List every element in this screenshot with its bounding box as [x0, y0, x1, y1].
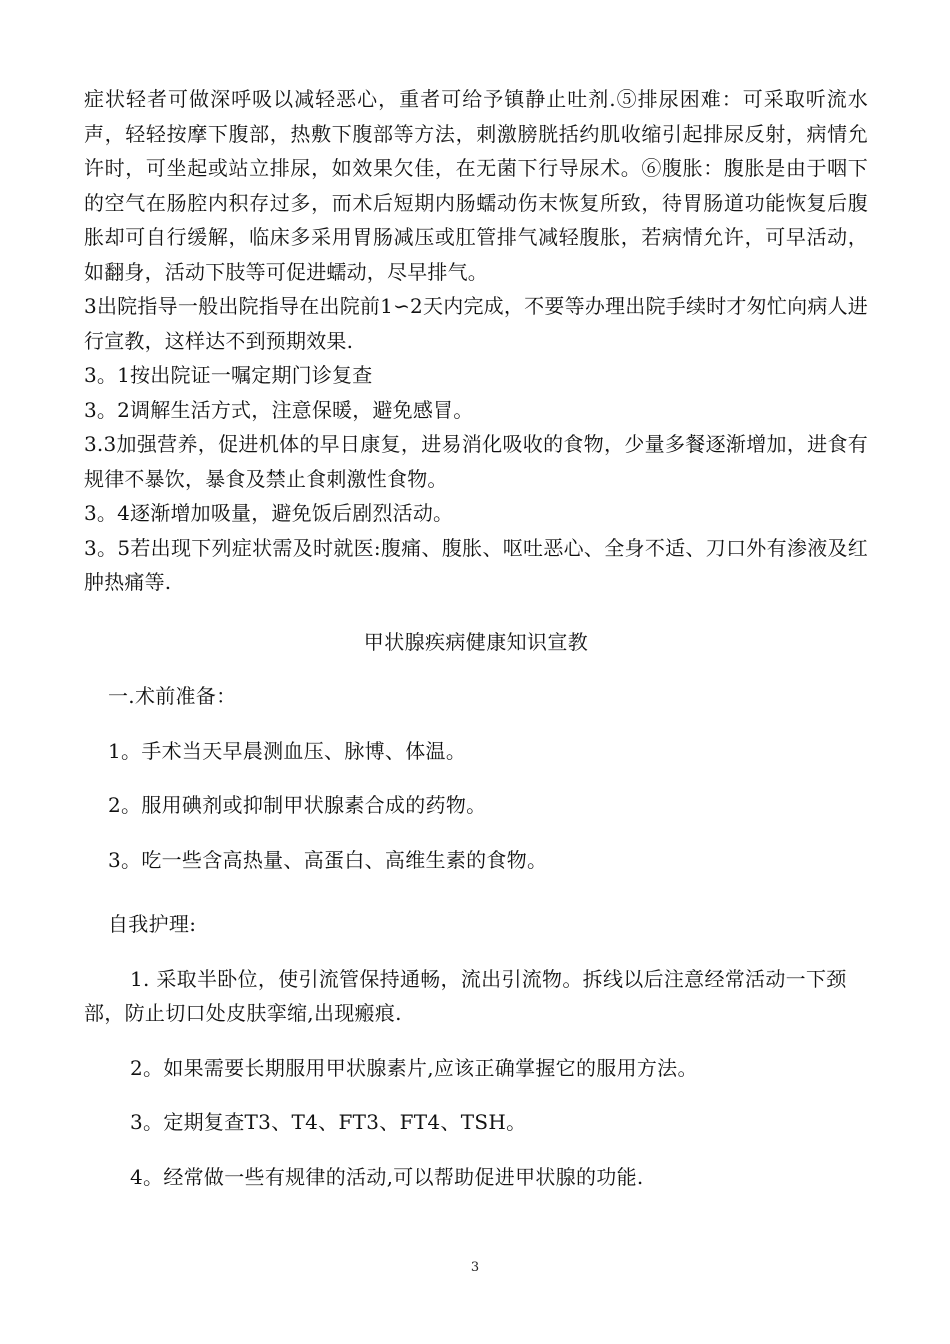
- selfcare-item-3: 3。定期复查T3、T4、FT3、FT4、TSH。: [130, 1110, 527, 1134]
- preop-item-1: 1。手术当天早晨测血压、脉博、体温。: [108, 738, 467, 763]
- continuation-paragraph: 症状轻者可做深呼吸以减轻恶心，重者可给予镇静止吐剂.⑤排尿困难：可采取听流水声，轻轻按摩下腹部，热敷下腹部等方法，刺激膀胱括约肌收缩引起排尿反射，病情允许时，可坐起或站立排尿，如效果欠佳，在无菌下行导尿术。⑥腹胀：腹胀是由于咽下的空气在肠腔内积存过多，而术后短期内肠蠕动伤末恢复所致，待胃肠道功能恢复后腹胀却可自行缓解，临床多采用胃肠减压或肛管排气减轻腹胀，若病情允许，可早活动，如翻身，活动下肢等可促进蠕动，尽早排气。: [84, 87, 868, 284]
- preop-item-3: 3。吃一些含高热量、高蛋白、高维生素的食物。: [108, 847, 548, 872]
- selfcare-item-1: 1. 采取半卧位，使引流管保持通畅，流出引流物。拆线以后注意经常活动一下颈部，防止切口处皮肤挛缩,出现瘢痕.: [84, 966, 847, 1025]
- selfcare-heading: 自我护理:: [108, 912, 197, 936]
- discharge-item-4: 3。4逐渐增加吸量，避免饭后剧烈活动。: [84, 501, 454, 525]
- selfcare-item-2: 2。如果需要长期服用甲状腺素片,应该正确掌握它的服用方法。: [130, 1055, 698, 1080]
- discharge-intro: 3出院指导一般出院指导在出院前1∽2天内完成，不要等办理出院手续时才匆忙向病人进行宣教，这样达不到预期效果.: [84, 294, 868, 353]
- discharge-item-1: 3。1按出院证一嘱定期门诊复查: [84, 363, 373, 387]
- discharge-item-5: 3。5若出现下列症状需及时就医:腹痛、腹胀、呕吐恶心、全身不适、刀口外有渗液及红肿热痛等.: [84, 535, 868, 594]
- preop-item-2: 2。服用碘剂或抑制甲状腺素合成的药物。: [108, 793, 487, 817]
- selfcare-item-4: 4。经常做一些有规律的活动,可以帮助促进甲状腺的功能.: [130, 1164, 644, 1189]
- page-number: 3: [470, 1260, 480, 1275]
- section-title: 甲状腺疾病健康知识宣教: [363, 629, 589, 654]
- document-page: [84, 82, 868, 1194]
- discharge-item-3: 3.3加强营养，促进机体的早日康复，进易消化吸收的食物，少量多餐逐渐增加，进食有规律不暴饮，暴食及禁止食刺激性食物。: [84, 432, 868, 491]
- preop-heading: 一.术前准备：: [108, 684, 237, 708]
- discharge-item-2: 3。2调解生活方式，注意保暖，避免感冒。: [84, 397, 474, 422]
